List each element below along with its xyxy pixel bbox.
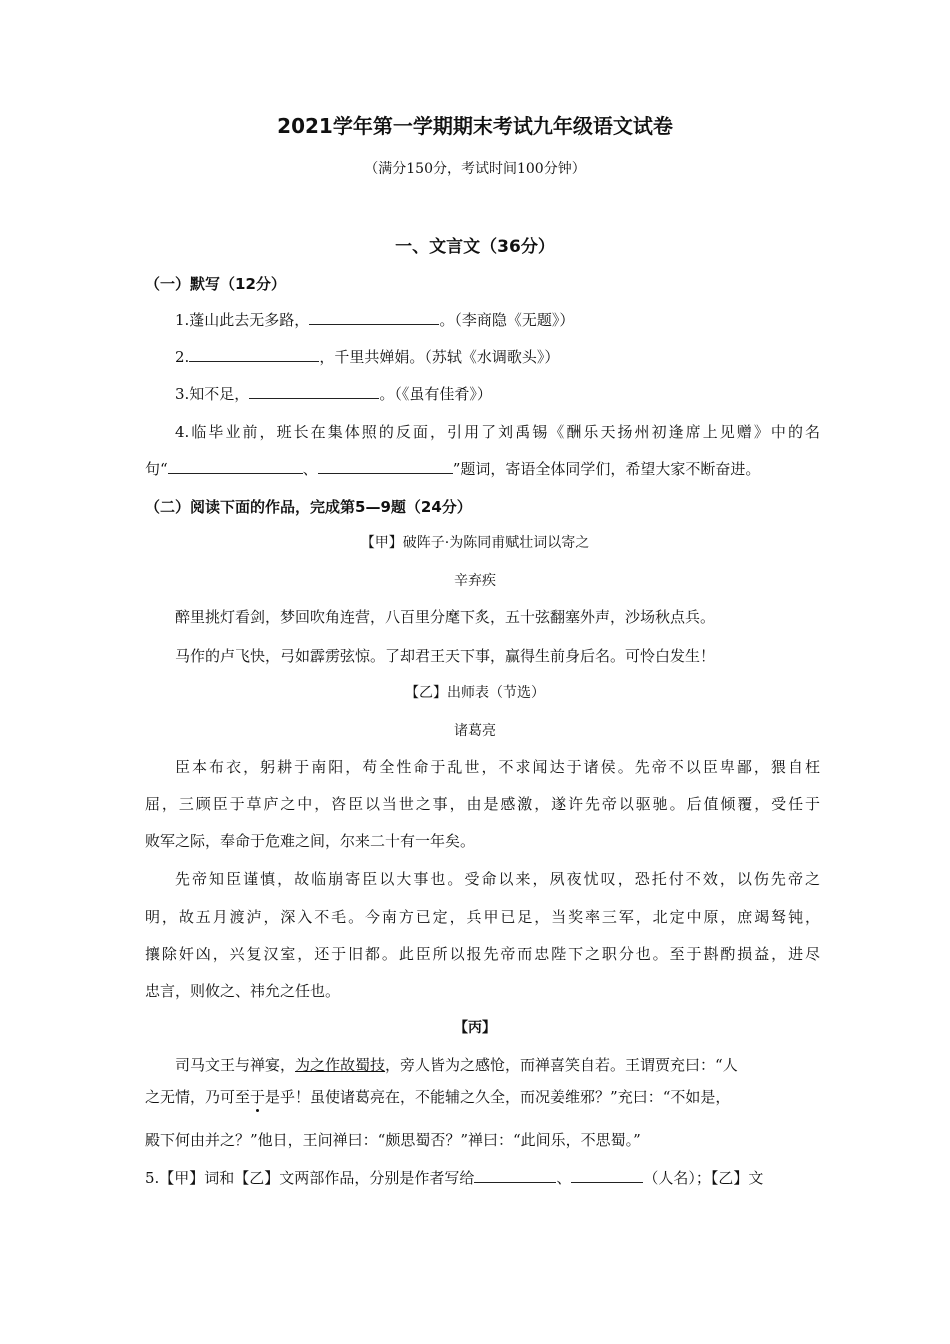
yi-paragraph-line: 先帝知臣谨慎，故临崩寄臣以大事也。受命以来，夙夜忧叹，恐托付不效，以伤先帝之 [175,870,820,888]
answer-blank [571,1168,643,1183]
question-4-line1: 4.临毕业前，班长在集体照的反面，引用了刘禹锡《酬乐天扬州初逢席上见赠》中的名 [175,423,820,441]
part1-heading: （一）默写（12分） [145,275,286,293]
answer-blank [309,310,439,325]
answer-blank [249,384,379,399]
question-4-prefix: 句“ [145,460,168,478]
section-heading: 一、文言文（36分） [395,237,555,257]
question-3-text: 3.知不足， [175,385,250,403]
question-2-text: ，千里共婵娟。（苏轼《水调歌头》） [319,348,560,366]
yi-paragraph-line: 败军之际，奉命于危难之间，尔来二十有一年矣。 [145,832,476,850]
page-title: 2021学年第一学期期末考试九年级语文试卷 [277,114,673,138]
bing-title: 【丙】 [454,1020,496,1036]
question-3 [145,383,820,404]
question-1 [145,309,820,330]
answer-blank [318,459,453,474]
yi-paragraph-line: 攘除奸凶，兴复汉室，还于旧都。此臣所以报先帝而忠陛下之职分也。至于斟酌损益，进尽 [145,945,820,963]
question-1-source: 。（李商隐《无题》） [439,311,575,329]
jia-author: 辛弃疾 [454,573,496,589]
yi-paragraph-line: 屈，三顾臣于草庐之中，咨臣以当世之事，由是感激，遂许先帝以驱驰。后值倾覆，受任于 [145,795,820,813]
question-5-separator: 、 [556,1169,572,1187]
answer-blank [189,347,319,362]
bing-text: 之无情，乃可至 [145,1088,251,1106]
yi-paragraph-line: 臣本布衣，躬耕于南阳，苟全性命于乱世，不求闻达于诸侯。先帝不以臣卑鄙，猥自枉 [175,758,820,776]
jia-line: 醉里挑灯看剑，梦回吹角连营，八百里分麾下炙，五十弦翻塞外声，沙场秋点兵。 [175,608,716,626]
page-subtitle: （满分150分，考试时间100分钟） [364,161,586,177]
jia-line: 马作的卢飞快，弓如霹雳弦惊。了却君王天下事，赢得生前身后名。可怜白发生！ [175,647,716,665]
question-3-source: 。（《虽有佳肴》） [379,385,492,403]
yi-paragraph-line: 忠言，则攸之、祎允之任也。 [145,982,341,1000]
question-1-text: 1.蓬山此去无多路， [175,311,310,329]
yi-title: 【乙】出师表（节选） [405,685,545,701]
bing-text: 是乎！虽使诸葛亮在，不能辅之久全，而况姜维邪？”充曰：“不如是， [265,1088,731,1106]
bing-underlined-phrase: 为之作故蜀技 [295,1056,386,1074]
question-4-suffix: ”题词，寄语全体同学们，希望大家不断奋进。 [452,460,761,478]
answer-blank [168,459,303,474]
bing-text: 司马文王与禅宴， [175,1056,296,1074]
bing-line: 殿下何由并之？”他日，王问禅曰：“颇思蜀否？”禅曰：“此间乐，不思蜀。” [145,1131,641,1149]
part2-heading: （二）阅读下面的作品，完成第5—9题（24分） [145,498,472,516]
question-2 [145,346,820,367]
question-5 [145,1167,820,1188]
question-5-suffix: （人名）；【乙】文 [643,1169,764,1187]
question-4-separator: 、 [302,460,318,478]
question-4-line2 [145,458,820,479]
answer-blank [474,1168,556,1183]
jia-title: 【甲】破阵子·为陈同甫赋壮词以寄之 [360,535,590,551]
bing-text: ，旁人皆为之感怆，而禅喜笑自若。王谓贾充曰：“人 [385,1056,738,1074]
yi-paragraph-line: 明，故五月渡泸，深入不毛。今南方已定，兵甲已足，当奖率三军，北定中原，庶竭驽钝， [145,908,820,926]
question-5-text: 5.【甲】词和【乙】文两部作品，分别是作者写给 [145,1169,475,1187]
yi-author: 诸葛亮 [454,723,496,739]
question-2-number: 2. [175,348,190,366]
bing-dotted-char: 于 [250,1088,266,1106]
bing-line [145,1054,820,1075]
bing-line [145,1086,820,1107]
